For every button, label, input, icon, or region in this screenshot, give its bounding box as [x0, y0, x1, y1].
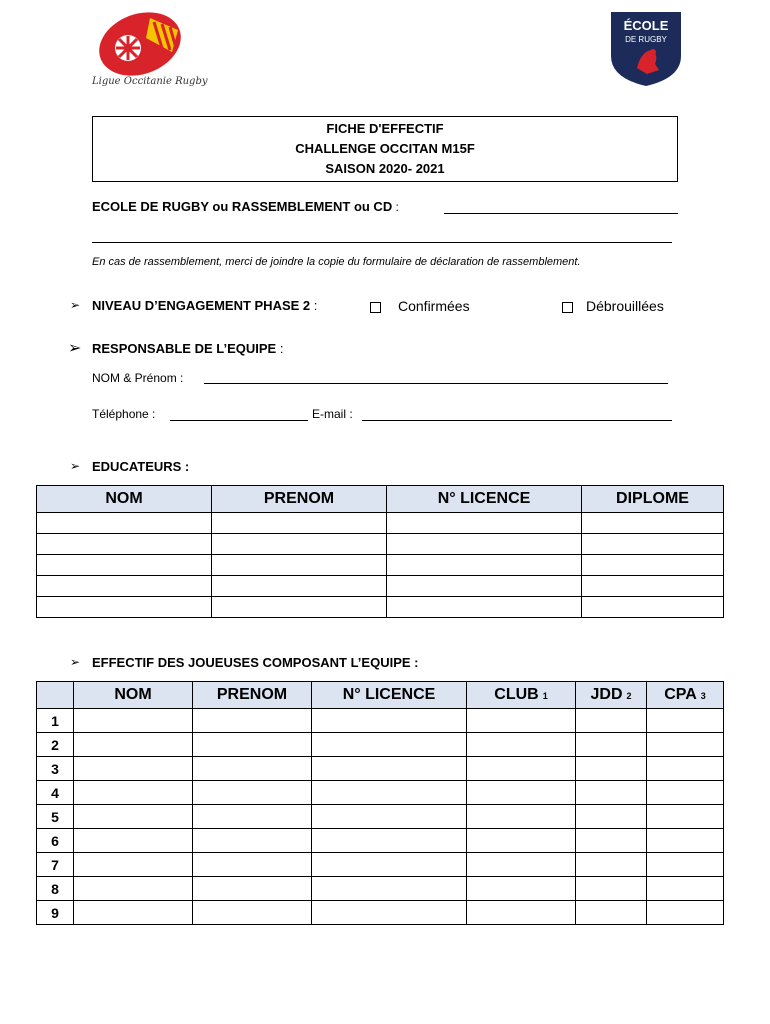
logo-ecole-text: ÉCOLE: [623, 18, 669, 33]
phone-label: Téléphone :: [92, 407, 156, 421]
school-colon: :: [392, 200, 399, 214]
table-row: [37, 829, 724, 853]
school-label-row: [92, 199, 399, 214]
table-row: [37, 877, 724, 901]
joueuses-label: EFFECTIF DES JOUEUSES COMPOSANT L’EQUIPE :: [92, 655, 419, 670]
table-cell[interactable]: [37, 555, 212, 576]
table-cell[interactable]: [576, 805, 647, 829]
row-number: 7: [37, 853, 74, 877]
table-cell[interactable]: [312, 733, 467, 757]
table-row: [37, 597, 724, 618]
table-cell[interactable]: [312, 901, 467, 925]
table-cell[interactable]: [193, 829, 312, 853]
table-cell[interactable]: [467, 853, 576, 877]
table-row: [37, 901, 724, 925]
school-field[interactable]: [444, 213, 678, 214]
table-cell[interactable]: [212, 534, 387, 555]
table-cell[interactable]: [582, 534, 724, 555]
school-field-line-2[interactable]: [92, 242, 672, 243]
table-cell[interactable]: [467, 781, 576, 805]
col-licence: N° LICENCE: [312, 682, 467, 709]
title-line-3: SAISON 2020- 2021: [325, 161, 445, 176]
table-cell[interactable]: [193, 757, 312, 781]
table-cell[interactable]: [193, 709, 312, 733]
table-cell[interactable]: [37, 513, 212, 534]
row-number: 5: [37, 805, 74, 829]
table-cell[interactable]: [647, 757, 724, 781]
col-nom: NOM: [74, 682, 193, 709]
table-cell[interactable]: [576, 733, 647, 757]
table-cell[interactable]: [312, 829, 467, 853]
table-cell[interactable]: [647, 877, 724, 901]
confirmees-label: Confirmées: [398, 298, 470, 314]
table-cell[interactable]: [582, 576, 724, 597]
table-cell[interactable]: [193, 853, 312, 877]
table-cell[interactable]: [467, 877, 576, 901]
table-cell[interactable]: [576, 709, 647, 733]
table-cell[interactable]: [647, 901, 724, 925]
col-club-note: 1: [542, 691, 548, 701]
row-number: 9: [37, 901, 74, 925]
table-cell[interactable]: [576, 901, 647, 925]
table-cell[interactable]: [37, 534, 212, 555]
table-row: [37, 733, 724, 757]
col-cpa-note: 3: [700, 691, 706, 701]
table-cell[interactable]: [387, 555, 582, 576]
table-cell[interactable]: [212, 576, 387, 597]
table-cell[interactable]: [193, 805, 312, 829]
table-cell[interactable]: [582, 513, 724, 534]
row-number: 4: [37, 781, 74, 805]
col-nom: NOM: [37, 486, 212, 513]
table-cell[interactable]: [212, 513, 387, 534]
responsable-colon: :: [276, 341, 284, 356]
table-row: [37, 576, 724, 597]
table-cell[interactable]: [647, 853, 724, 877]
responsable-row: [92, 341, 283, 356]
table-cell[interactable]: [74, 805, 193, 829]
table-row: [37, 555, 724, 576]
col-prenom: PRENOM: [193, 682, 312, 709]
table-cell[interactable]: [312, 877, 467, 901]
rassemblement-note: En cas de rassemblement, merci de joindre la copie du formulaire de déclaration de rassemblement.: [92, 256, 581, 268]
table-cell[interactable]: [467, 757, 576, 781]
table-cell[interactable]: [576, 757, 647, 781]
col-jdd-label: JDD: [590, 686, 623, 703]
table-cell[interactable]: [647, 733, 724, 757]
row-number: 8: [37, 877, 74, 901]
table-header-row: [37, 682, 724, 709]
table-cell[interactable]: [576, 853, 647, 877]
table-cell[interactable]: [387, 576, 582, 597]
table-cell[interactable]: [74, 733, 193, 757]
table-cell[interactable]: [74, 781, 193, 805]
table-cell[interactable]: [576, 829, 647, 853]
table-cell[interactable]: [576, 781, 647, 805]
arrow-bullet-icon: ➢: [68, 340, 82, 357]
table-cell[interactable]: [312, 757, 467, 781]
title-line-1: FICHE D'EFFECTIF: [326, 121, 444, 136]
table-cell[interactable]: [582, 555, 724, 576]
table-cell[interactable]: [74, 829, 193, 853]
table-row: [37, 709, 724, 733]
row-number: 6: [37, 829, 74, 853]
table-cell[interactable]: [647, 805, 724, 829]
col-diplome: DIPLOME: [582, 486, 724, 513]
table-cell[interactable]: [74, 853, 193, 877]
arrow-bullet-icon: ➢: [70, 298, 81, 312]
phone-field[interactable]: [170, 420, 308, 421]
table-cell[interactable]: [193, 901, 312, 925]
table-cell[interactable]: [312, 781, 467, 805]
table-cell[interactable]: [647, 781, 724, 805]
educateurs-table: [36, 485, 724, 618]
table-cell[interactable]: [193, 877, 312, 901]
table-cell[interactable]: [312, 805, 467, 829]
email-label: E-mail :: [312, 407, 353, 421]
col-jdd-note: 2: [626, 691, 632, 701]
table-cell[interactable]: [647, 829, 724, 853]
table-cell[interactable]: [312, 853, 467, 877]
arrow-bullet-icon: ➢: [70, 655, 81, 669]
ecole-de-rugby-logo: [607, 8, 685, 88]
table-cell[interactable]: [387, 513, 582, 534]
table-cell[interactable]: [387, 597, 582, 618]
engagement-colon: :: [310, 298, 318, 313]
school-label: ECOLE DE RUGBY ou RASSEMBLEMENT ou CD: [92, 199, 393, 214]
table-cell[interactable]: [37, 597, 212, 618]
debrouillees-label: Débrouillées: [586, 298, 664, 314]
responsable-label: RESPONSABLE DE L’EQUIPE: [92, 341, 277, 356]
col-cpa: [647, 682, 724, 709]
col-club-label: CLUB: [494, 686, 539, 703]
table-cell[interactable]: [74, 877, 193, 901]
table-cell[interactable]: [647, 709, 724, 733]
table-cell[interactable]: [74, 757, 193, 781]
col-prenom: PRENOM: [212, 486, 387, 513]
email-field[interactable]: [362, 420, 672, 421]
table-cell[interactable]: [467, 709, 576, 733]
table-cell[interactable]: [37, 576, 212, 597]
table-row: [37, 853, 724, 877]
table-row: [37, 534, 724, 555]
table-row: [37, 805, 724, 829]
col-licence: N° LICENCE: [387, 486, 582, 513]
educateurs-label: EDUCATEURS :: [92, 459, 190, 474]
table-header-row: [37, 486, 724, 513]
row-number: 2: [37, 733, 74, 757]
name-field[interactable]: [204, 383, 668, 384]
confirmees-checkbox[interactable]: [370, 302, 381, 313]
col-jdd: [576, 682, 647, 709]
col-club: [467, 682, 576, 709]
joueuses-table: [36, 681, 724, 925]
row-number: 1: [37, 709, 74, 733]
table-cell[interactable]: [576, 877, 647, 901]
table-cell[interactable]: [467, 829, 576, 853]
arrow-bullet-icon: ➢: [70, 459, 81, 473]
col-number: [37, 682, 74, 709]
logo-caption: Ligue Occitanie Rugby: [92, 76, 208, 87]
table-cell[interactable]: [467, 901, 576, 925]
table-cell[interactable]: [212, 555, 387, 576]
engagement-label: NIVEAU D’ENGAGEMENT PHASE 2: [92, 298, 311, 313]
table-cell[interactable]: [582, 597, 724, 618]
engagement-row: [92, 298, 317, 313]
table-row: [37, 757, 724, 781]
col-cpa-label: CPA: [664, 686, 697, 703]
title-box: [92, 116, 678, 182]
table-cell[interactable]: [467, 805, 576, 829]
table-row: [37, 513, 724, 534]
row-number: 3: [37, 757, 74, 781]
title-line-2: CHALLENGE OCCITAN M15F: [295, 141, 475, 156]
table-cell[interactable]: [387, 534, 582, 555]
table-cell[interactable]: [74, 709, 193, 733]
table-cell[interactable]: [312, 709, 467, 733]
table-cell[interactable]: [212, 597, 387, 618]
table-cell[interactable]: [193, 733, 312, 757]
table-cell[interactable]: [467, 733, 576, 757]
table-cell[interactable]: [193, 781, 312, 805]
debrouillees-checkbox[interactable]: [562, 302, 573, 313]
name-label: NOM & Prénom :: [92, 371, 184, 385]
table-cell[interactable]: [74, 901, 193, 925]
table-row: [37, 781, 724, 805]
logo-derugby-text: DE RUGBY: [625, 35, 667, 44]
